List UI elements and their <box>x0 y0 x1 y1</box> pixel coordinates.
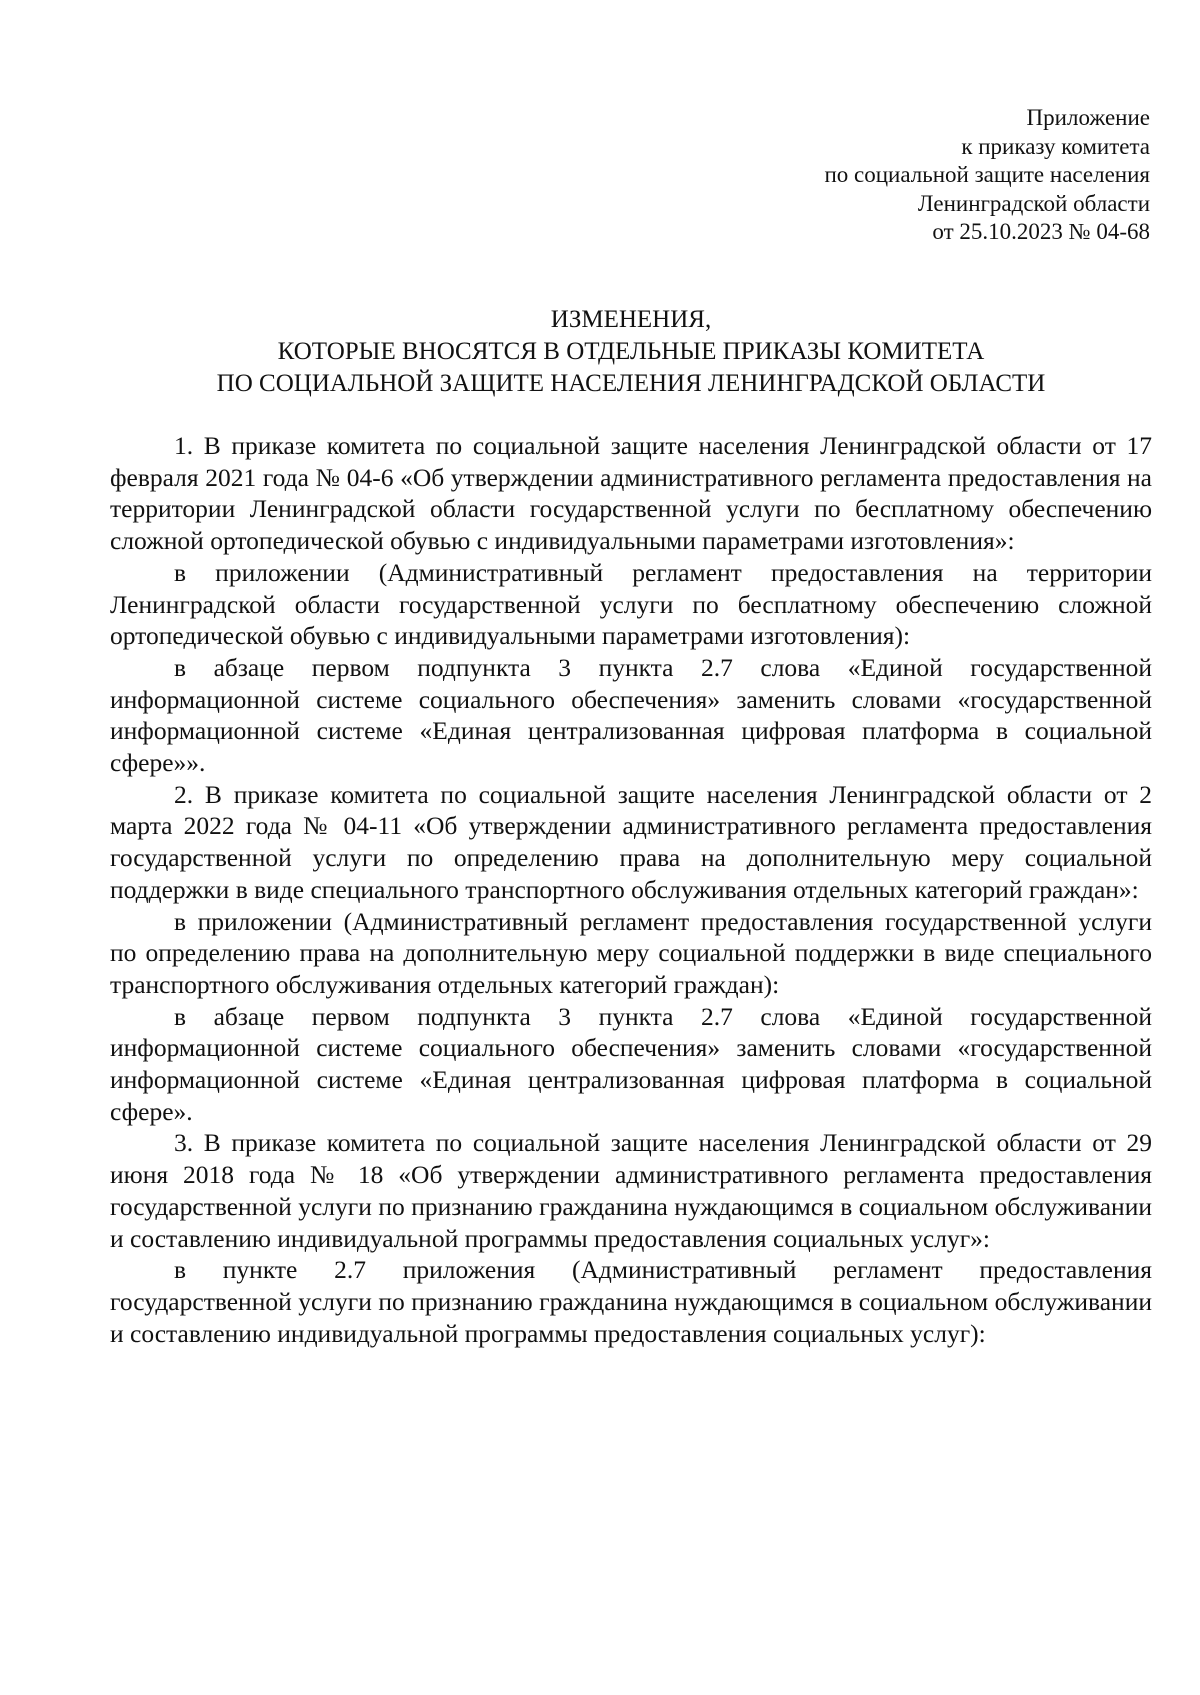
document-body <box>110 430 1152 1349</box>
appendix-line: к приказу комитета <box>961 133 1150 159</box>
paragraph-1: 1. В приказе комитета по социальной защите населения Ленинградской области от 17 февраля 2021 года № 04-6 «Об утверждении административного регламента предоставления на территории Ленинградской области государственной услуги по бесплатному обеспечению сложной ортопедической обувью с индивидуальными параметрами изготовления»: <box>110 431 1152 556</box>
paragraph-1-change: в абзаце первом подпункта 3 пункта 2.7 слова «Единой государственной информационной системе социального обеспечения» заменить словами «государственной информационной системе «Единая централизованная цифровая платформа в социальной сфере»». <box>110 652 1152 778</box>
paragraph-3-appendix: в пункте 2.7 приложения (Административный регламент предоставления государственной услуги по признанию гражданина нуждающимся в социальном обслуживании и составлению индивидуальной программы предоставления социальных услуг): <box>110 1255 1152 1348</box>
paragraph-2-change: в абзаце первом подпункта 3 пункта 2.7 слова «Единой государственной информационной системе социального обеспечения» заменить словами «государственной информационной системе «Единая централизованная цифровая платформа в социальной сфере». <box>110 1001 1152 1126</box>
paragraph-1-appendix: в приложении (Административный регламент предоставления на территории Ленинградской области государственной услуги по бесплатному обеспечению сложной ортопедической обувью с индивидуальными параметрами изготовления): <box>110 557 1152 651</box>
appendix-line: Ленинградской области <box>917 190 1150 216</box>
appendix-line: Приложение <box>1026 105 1150 130</box>
title-line: ПО СОЦИАЛЬНОЙ ЗАЩИТЕ НАСЕЛЕНИЯ ЛЕНИНГРАДСКОЙ ОБЛАСТИ <box>216 370 1046 397</box>
appendix-header <box>730 104 1150 247</box>
title-line: КОТОРЫЕ ВНОСЯТСЯ В ОТДЕЛЬНЫЕ ПРИКАЗЫ КОМИТЕТА <box>277 338 985 365</box>
appendix-line: по социальной защите населения <box>824 162 1150 187</box>
document-title <box>110 304 1152 400</box>
appendix-order-date: от 25.10.2023 № 04-68 <box>932 219 1150 244</box>
paragraph-2: 2. В приказе комитета по социальной защите населения Ленинградской области от 2 марта 2022 года № 04-11 «Об утверждении административного регламента предоставления государственной услуги по определению права на дополнительную меру социальной поддержки в виде специального транспортного обслуживания отдельных категорий граждан»: <box>110 779 1152 904</box>
title-line: ИЗМЕНЕНИЯ, <box>550 306 712 333</box>
paragraph-3: 3. В приказе комитета по социальной защите населения Ленинградской области от 29 июня 2018 года № 18 «Об утверждении административного регламента предоставления государственной услуги по признанию гражданина нуждающимся в социальном обслуживании и составлению индивидуальной программы предоставления социальных услуг»: <box>110 1128 1152 1253</box>
paragraph-2-appendix: в приложении (Административный регламент предоставления государственной услуги по определению права на дополнительную меру социальной поддержки в виде специального транспортного обслуживания отдельных категорий граждан): <box>110 906 1152 999</box>
